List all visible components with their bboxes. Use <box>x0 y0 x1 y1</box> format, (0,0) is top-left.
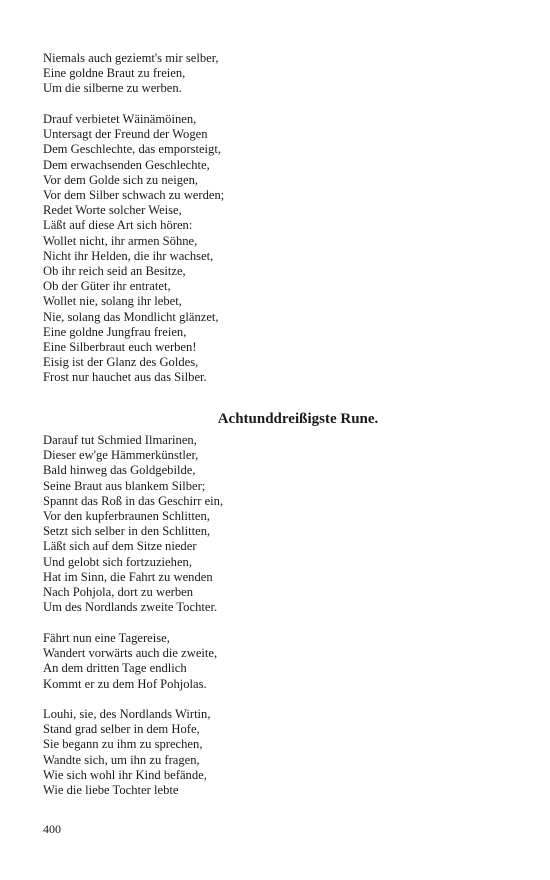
verse-line: Dem Geschlechte, das emporsteigt, <box>43 142 222 157</box>
stanza <box>43 112 224 386</box>
verse-line: Wandte sich, um ihn zu fragen, <box>43 752 200 767</box>
verse-line: Wollet nicht, ihr armen Söhne, <box>43 233 198 248</box>
verse-line: Nicht ihr Helden, die ihr wachset, <box>43 248 214 263</box>
verse-line: Nie, solang das Mondlicht glänzet, <box>43 309 219 324</box>
verse-line: Eine goldne Jungfrau freien, <box>43 324 187 339</box>
verse-line: Vor dem Golde sich zu neigen, <box>43 172 199 187</box>
verse-line: Hat im Sinn, die Fahrt zu wenden <box>43 569 213 584</box>
verse-line: Um die silberne zu werben. <box>43 81 182 96</box>
verse-line: Frost nur hauchet aus das Silber. <box>43 370 207 385</box>
verse-line: Redet Worte solcher Weise, <box>43 203 182 218</box>
verse-line: Wie die liebe Tochter lebte <box>43 783 179 798</box>
verse-line: Dem erwachsenden Geschlechte, <box>43 157 210 172</box>
verse-line: Seine Braut aus blankem Silber; <box>43 478 206 493</box>
verse-line: Kommt er zu dem Hof Pohjolas. <box>43 676 207 691</box>
verse-line: Sie begann zu ihm zu sprechen, <box>43 737 203 752</box>
verse-line: Dieser ew'ge Hämmerkünstler, <box>43 448 199 463</box>
verse-line: Ob der Güter ihr entratet, <box>43 279 171 294</box>
verse-line: Untersagt der Freund der Wogen <box>43 127 208 142</box>
verse-line: Stand grad selber in dem Hofe, <box>43 722 200 737</box>
verse-line: Läßt auf diese Art sich hören: <box>43 218 193 233</box>
verse-line: Darauf tut Schmied Ilmarinen, <box>43 433 197 447</box>
verse-line: Drauf verbietet Wäinämöinen, <box>43 112 197 126</box>
stanza <box>43 631 217 692</box>
verse-line: Und gelobt sich fortzuziehen, <box>43 554 192 569</box>
verse-line: Nach Pohjola, dort zu werben <box>43 585 194 600</box>
verse-line: Niemals auch geziemt's mir selber, <box>43 51 219 65</box>
page-number: 400 <box>43 822 61 836</box>
verse-line: Setzt sich selber in den Schlitten, <box>43 524 211 539</box>
verse-line: Vor dem Silber schwach zu werden; <box>43 188 225 203</box>
stanza <box>43 433 223 615</box>
verse-line: Vor den kupferbraunen Schlitten, <box>43 509 210 524</box>
verse-line: Eine Silberbraut euch werben! <box>43 340 197 355</box>
chapter-heading: Achtunddreißigste Rune. <box>217 411 379 427</box>
verse-line: Um des Nordlands zweite Tochter. <box>43 600 218 615</box>
verse-line: Fährt nun eine Tagereise, <box>43 631 170 645</box>
verse-line: Spannt das Roß in das Geschirr ein, <box>43 493 224 508</box>
verse-line: Ob ihr reich seid an Besitze, <box>43 264 186 279</box>
stanza <box>43 51 219 97</box>
verse-line: Bald hinweg das Goldgebilde, <box>43 463 196 478</box>
verse-line: Eine goldne Braut zu freien, <box>43 66 186 81</box>
verse-line: Louhi, sie, des Nordlands Wirtin, <box>43 707 211 721</box>
verse-line: Wandert vorwärts auch die zweite, <box>43 646 218 661</box>
stanza <box>43 707 211 798</box>
verse-line: Läßt sich auf dem Sitze nieder <box>43 539 197 554</box>
verse-line: An dem dritten Tage endlich <box>43 661 187 676</box>
verse-line: Wie sich wohl ihr Kind befände, <box>43 767 207 782</box>
verse-line: Wollet nie, solang ihr lebet, <box>43 294 182 309</box>
verse-line: Eisig ist der Glanz des Goldes, <box>43 355 199 370</box>
